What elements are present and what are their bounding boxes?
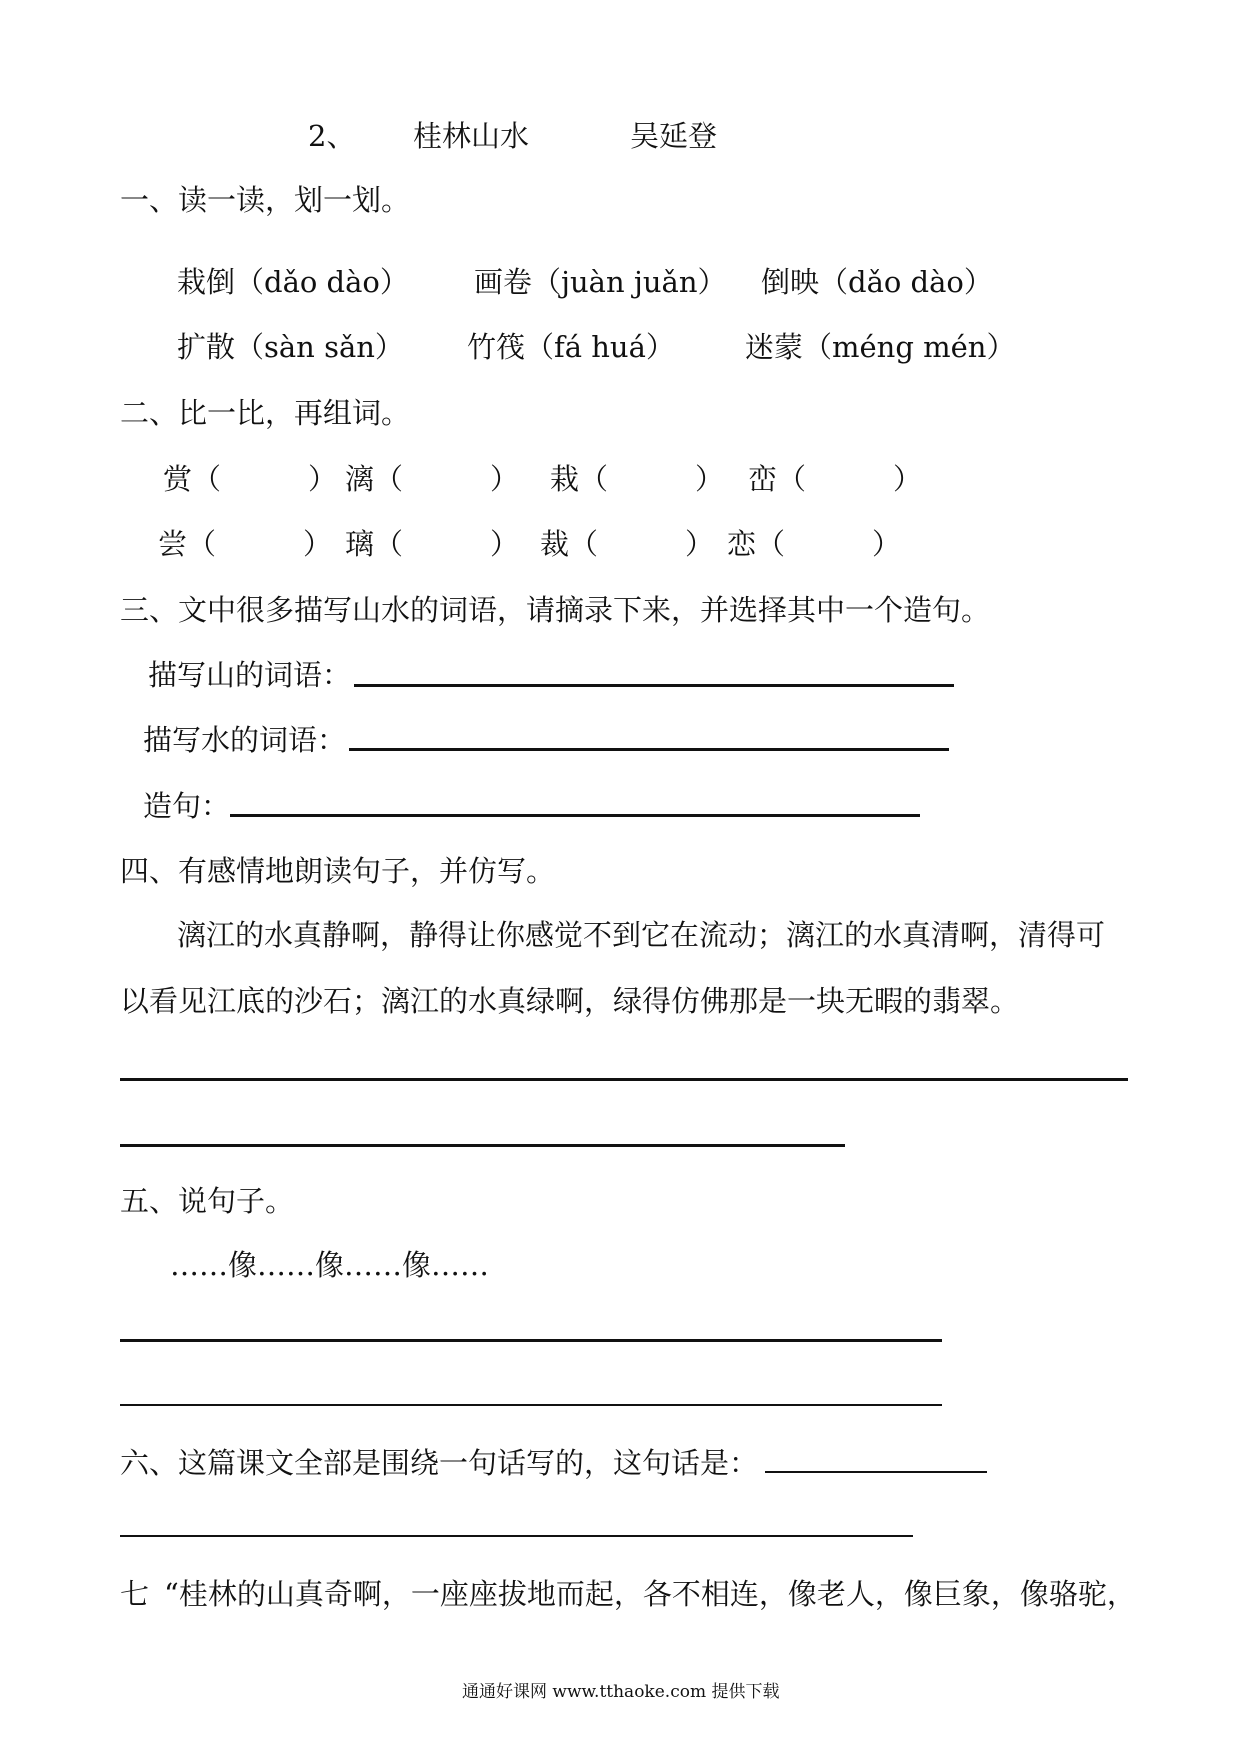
lesson-author: 吴延登 (630, 119, 718, 153)
q2-heading: 二、比一比，再组词。 (120, 396, 411, 430)
q1-item: 竹筏（fá huá） (467, 330, 675, 364)
water-words-answer-line[interactable] (349, 748, 949, 751)
q6-answer-line[interactable] (765, 1471, 987, 1473)
mountain-words-answer-line[interactable] (354, 684, 954, 687)
q5-answer-line[interactable] (120, 1339, 942, 1342)
q2-item: 漓（ ） (345, 462, 520, 496)
sentence-label: 造句： (143, 789, 231, 823)
q3-heading: 三、文中很多描写山水的词语，请摘录下来，并选择其中一个造句。 (120, 593, 991, 627)
q5-pattern: ……像……像……像…… (170, 1248, 490, 1282)
q2-item: 赏（ ） (163, 462, 338, 496)
q1-item: 画卷（juàn juǎn） (474, 265, 727, 299)
q2-item: 尝（ ） (158, 527, 333, 561)
q5-heading: 五、说句子。 (120, 1184, 295, 1218)
q7-number: 七 (120, 1577, 150, 1611)
q4-answer-line[interactable] (120, 1144, 845, 1147)
q7-text: “桂林的山真奇啊，一座座拔地而起，各不相连，像老人，像巨象，像骆驼， (164, 1577, 1136, 1611)
q2-item: 栽（ ） (550, 462, 725, 496)
q1-item: 迷蒙（méng mén） (745, 330, 1016, 364)
q2-item: 恋（ ） (727, 527, 902, 561)
q4-paragraph-line: 漓江的水真静啊，静得让你感觉不到它在流动；漓江的水真清啊，清得可 (177, 918, 1106, 952)
q6-heading: 六、这篇课文全部是围绕一句话写的，这句话是： (120, 1446, 759, 1480)
q1-item: 栽倒（dǎo dào） (177, 265, 409, 299)
q4-paragraph-line: 以看见江底的沙石；漓江的水真绿啊，绿得仿佛那是一块无暇的翡翠。 (120, 984, 1020, 1018)
q6-answer-line[interactable] (120, 1535, 913, 1537)
q2-item: 裁（ ） (540, 527, 715, 561)
lesson-title: 桂林山水 (413, 119, 530, 153)
water-words-label: 描写水的词语： (143, 723, 347, 757)
q2-item: 峦（ ） (748, 462, 923, 496)
page-footer: 通通好课网 www.tthaoke.com 提供下载 (462, 1682, 780, 1702)
q5-answer-line[interactable] (120, 1404, 942, 1406)
q2-item: 璃（ ） (345, 527, 520, 561)
lesson-number: 2、 (308, 119, 356, 153)
mountain-words-label: 描写山的词语： (148, 658, 352, 692)
q1-item: 倒映（dǎo dào） (761, 265, 993, 299)
q4-answer-line[interactable] (120, 1078, 1128, 1081)
q4-heading: 四、有感情地朗读句子，并仿写。 (120, 854, 556, 888)
sentence-answer-line[interactable] (230, 814, 920, 817)
q1-heading: 一、读一读，划一划。 (120, 183, 411, 217)
q1-item: 扩散（sàn sǎn） (177, 330, 404, 364)
